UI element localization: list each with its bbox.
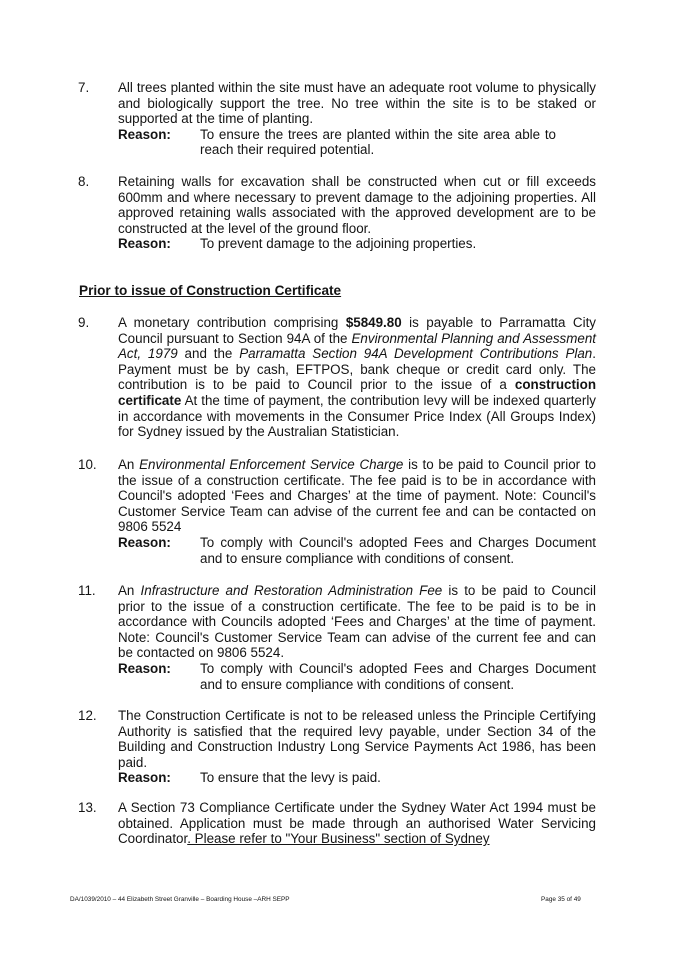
text-run: and the — [177, 346, 240, 362]
condition-number: 7. — [78, 80, 90, 95]
page-number: Page 35 of 49 — [541, 896, 581, 903]
text-run: is payable to Parramatta City Council pursuant to Section 94A of the — [118, 315, 596, 346]
condition-7 — [78, 80, 596, 158]
condition-10 — [78, 457, 596, 566]
reason-row — [118, 236, 596, 252]
text-run: An — [118, 583, 141, 598]
condition-text — [118, 315, 596, 440]
condition-number: 13. — [78, 800, 97, 815]
reason-text: To ensure that the levy is paid. — [200, 770, 381, 786]
reason-row — [118, 127, 596, 158]
condition-text — [118, 800, 596, 847]
construction-certificate-term: construction certificate — [118, 377, 596, 408]
condition-text: The Construction Certificate is not to be released unless the Principle Certifying Authority is satisfied that the required levy payable, under Section 34 of the Building and Construction Industry Long Service Payments Act 1986, has been paid. — [118, 708, 596, 770]
reason-row — [118, 770, 596, 786]
reason-text: To comply with Council's adopted Fees and Charges Document and to ensure compliance with conditions of consent. — [200, 534, 596, 566]
text-run: An — [118, 457, 140, 472]
text-run: A monetary contribution comprising — [118, 315, 346, 330]
text-run: is to be paid to Council prior to the issue of a construction certificate. The fee to be paid is to be in accordance with Councils adopted ‘Fees and Charges’ at the time of payment. Note: Council's Customer Service Team can advise of the current fee and can be contacted on 9806 5524. — [118, 583, 596, 661]
condition-text — [118, 583, 596, 661]
footer-reference: DA/1039/2010 – 44 Elizabeth Street Granville – Boarding House –ARH SEPP — [70, 896, 290, 903]
condition-12 — [78, 708, 596, 786]
condition-number: 9. — [78, 315, 90, 330]
condition-number: 10. — [78, 457, 97, 472]
reason-label: Reason: — [118, 126, 171, 142]
act-name: Environmental Planning and Assessment Act, 1979 — [118, 330, 596, 362]
reason-row — [118, 535, 596, 566]
condition-text: All trees planted within the site must have an adequate root volume to physically and biologically support the tree. No tree within the site is to be staked or supported at the time of planting. — [118, 80, 596, 127]
reason-label: Reason: — [118, 534, 171, 550]
text-run: At the time of payment, the contribution levy will be indexed quarterly in accordance with movements in the Consumer Price Index (All Groups Index) for Sydney issued by the Australian Statistician. — [118, 392, 596, 440]
reason-text: To comply with Council's adopted Fees and Charges Document and to ensure compliance with conditions of consent. — [200, 660, 596, 692]
condition-number: 11. — [78, 583, 96, 598]
reason-label: Reason: — [118, 236, 171, 252]
fee-name: Environmental Enforcement Service Charge — [139, 457, 404, 472]
condition-13 — [78, 800, 596, 847]
condition-9 — [78, 315, 596, 440]
condition-number: 8. — [78, 174, 90, 189]
fee-name: Infrastructure and Restoration Administration Fee — [140, 583, 443, 598]
condition-text — [118, 457, 596, 535]
reason-label: Reason: — [118, 770, 171, 786]
condition-text: Retaining walls for excavation shall be constructed when cut or fill exceeds 600mm and where necessary to prevent damage to the adjoining properties. All approved retaining walls associated with the approved development are to be constructed at the level of the ground floor. — [118, 174, 596, 236]
reason-text: To prevent damage to the adjoining properties. — [200, 236, 477, 252]
contribution-amount: $5849.80 — [345, 315, 402, 330]
plan-name: Parramatta Section 94A Development Contributions Plan — [239, 346, 593, 362]
condition-number: 12. — [78, 708, 97, 723]
text-run: A Section 73 Compliance Certificate under the Sydney Water Act 1994 must be obtained. Application must be made through an authorised Water Servicing Coordinator — [118, 800, 596, 847]
reason-label: Reason: — [118, 660, 171, 676]
text-run: . Payment must be by cash, EFTPOS, bank cheque or credit card only. The contribution is to be paid to Council prior to the issue of a — [118, 346, 596, 393]
condition-8 — [78, 174, 596, 252]
reason-text: To ensure the trees are planted within the site area able to reach their required potential. — [200, 126, 556, 158]
reason-row — [118, 661, 596, 692]
condition-11 — [78, 583, 596, 692]
text-run: is to be paid to Council prior to the issue of a construction certificate. The fee paid is to be in accordance with Council's adopted ‘Fees and Charges’ at the time of payment. Note: Council's Customer Service Team can advise of the current fee and can be contacted on 9806 5524 — [118, 457, 596, 535]
section-heading: Prior to issue of Construction Certificate — [79, 283, 342, 298]
sydney-water-link-text: . Please refer to "Your Business" section of Sydney — [187, 831, 490, 847]
